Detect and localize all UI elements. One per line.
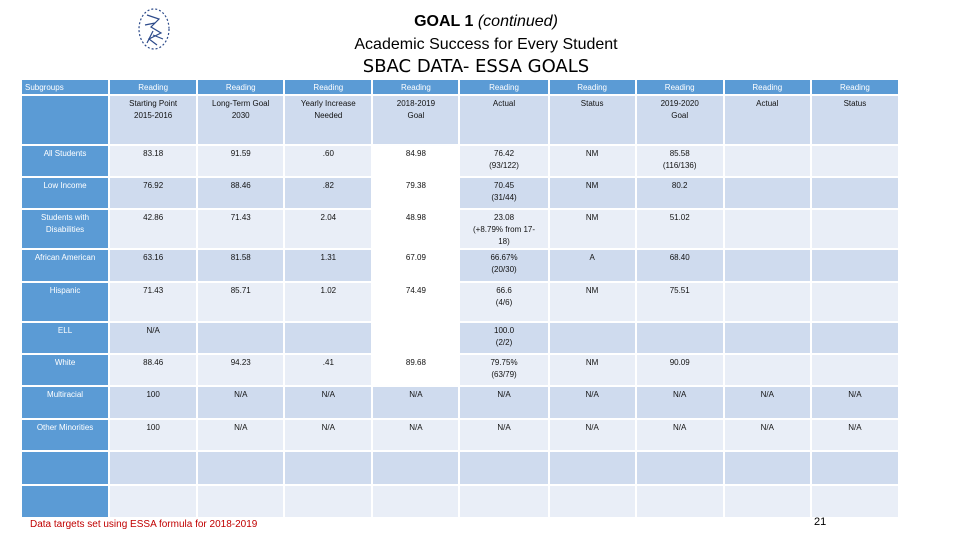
table-cell: .60 — [285, 146, 371, 176]
table-row — [22, 250, 898, 281]
table-cell — [725, 250, 810, 281]
table-row — [22, 355, 898, 385]
column-subheader: Status — [812, 96, 898, 144]
table-cell: 89.68 — [373, 355, 458, 385]
table-cell: 94.23 — [198, 355, 283, 385]
table-row — [22, 420, 898, 450]
table-cell: N/A — [373, 387, 458, 418]
table-cell: N/A — [460, 387, 547, 418]
table-cell: 66.6 (4/6) — [460, 283, 547, 321]
table-cell: 84.98 — [373, 146, 458, 176]
table-cell — [550, 486, 635, 517]
table-cell: 66.67% (20/30) — [460, 250, 547, 281]
table-cell: N/A — [198, 387, 283, 418]
column-subheader: Actual — [725, 96, 810, 144]
table-row — [22, 387, 898, 418]
table-cell: NM — [550, 283, 635, 321]
goal-subtitle: Academic Success for Every Student — [354, 36, 618, 53]
table-cell — [460, 486, 547, 517]
table-cell: N/A — [110, 323, 196, 353]
column-header-reading: Reading — [198, 80, 283, 94]
table-cell: N/A — [285, 420, 371, 450]
table-cell: .82 — [285, 178, 371, 208]
column-header-subgroups: Subgroups — [22, 80, 108, 94]
table-row — [22, 283, 898, 321]
table-cell: 67.09 — [373, 250, 458, 281]
subgroup-label: Low Income — [22, 178, 108, 208]
table-cell: 70.45 (31/44) — [460, 178, 547, 208]
subgroup-label: ELL — [22, 323, 108, 353]
table-cell — [637, 452, 723, 484]
table-cell — [812, 486, 898, 517]
column-subheader: 2019-2020 Goal — [637, 96, 723, 144]
table-cell: 63.16 — [110, 250, 196, 281]
table-cell: 68.40 — [637, 250, 723, 281]
table-cell — [110, 452, 196, 484]
table-cell: N/A — [725, 387, 810, 418]
table-cell: 79.75% (63/79) — [460, 355, 547, 385]
table-cell — [373, 486, 458, 517]
column-header-reading: Reading — [460, 80, 547, 94]
table-cell: 88.46 — [110, 355, 196, 385]
subgroup-label: Hispanic — [22, 283, 108, 321]
column-subheader: Status — [550, 96, 635, 144]
table-cell: 100.0 (2/2) — [460, 323, 547, 353]
table-cell: N/A — [198, 420, 283, 450]
table-cell: 80.2 — [637, 178, 723, 208]
page-number: 21 — [814, 516, 827, 528]
table-cell — [812, 178, 898, 208]
table-row — [22, 210, 898, 248]
subgroup-label — [22, 452, 108, 484]
table-cell: N/A — [550, 387, 635, 418]
table-cell — [725, 210, 810, 248]
table-cell — [812, 146, 898, 176]
table-cell — [812, 283, 898, 321]
table-cell: 51.02 — [637, 210, 723, 248]
table-cell: 1.02 — [285, 283, 371, 321]
table-cell: 76.42 (93/122) — [460, 146, 547, 176]
goal-heading: GOAL 1 (continued) — [414, 13, 558, 30]
table-cell: N/A — [812, 387, 898, 418]
table-cell: 85.71 — [198, 283, 283, 321]
table-cell: N/A — [460, 420, 547, 450]
column-subheader: Starting Point 2015-2016 — [110, 96, 196, 144]
table-cell — [285, 486, 371, 517]
table-cell: 81.58 — [198, 250, 283, 281]
subgroup-label: African American — [22, 250, 108, 281]
table-cell: 91.59 — [198, 146, 283, 176]
column-header-reading: Reading — [285, 80, 371, 94]
table-header-row — [22, 80, 898, 94]
table-cell: NM — [550, 355, 635, 385]
table-cell — [637, 323, 723, 353]
table-cell: NM — [550, 178, 635, 208]
table-cell: N/A — [373, 420, 458, 450]
table-cell: N/A — [550, 420, 635, 450]
table-cell: .41 — [285, 355, 371, 385]
table-cell: A — [550, 250, 635, 281]
table-row — [22, 486, 898, 517]
table-cell — [812, 452, 898, 484]
table-cell — [460, 452, 547, 484]
table-row — [22, 452, 898, 484]
subgroup-label — [22, 486, 108, 517]
table-cell: 90.09 — [637, 355, 723, 385]
table-cell — [812, 323, 898, 353]
table-cell: 85.58 (116/136) — [637, 146, 723, 176]
table-cell — [725, 146, 810, 176]
table-cell — [285, 452, 371, 484]
table-cell — [550, 452, 635, 484]
table-cell — [812, 355, 898, 385]
column-subheader: Actual — [460, 96, 547, 144]
table-cell: 1.31 — [285, 250, 371, 281]
table-cell: 71.43 — [198, 210, 283, 248]
subgroup-label: Students with Disabilities — [22, 210, 108, 248]
table-row — [22, 146, 898, 176]
table-cell — [198, 323, 283, 353]
table-cell: N/A — [637, 420, 723, 450]
table-cell: NM — [550, 146, 635, 176]
table-cell: 100 — [110, 420, 196, 450]
table-cell: NM — [550, 210, 635, 248]
table-cell: 83.18 — [110, 146, 196, 176]
subgroup-label: All Students — [22, 146, 108, 176]
table-cell: 48.98 — [373, 210, 458, 248]
table-cell — [550, 323, 635, 353]
subgroup-label: White — [22, 355, 108, 385]
table-cell — [812, 250, 898, 281]
table-cell — [725, 178, 810, 208]
table-cell: N/A — [812, 420, 898, 450]
table-cell: N/A — [725, 420, 810, 450]
table-cell — [110, 486, 196, 517]
table-cell: 23.08 (+8.79% from 17- 18) — [460, 210, 547, 248]
footnote: Data targets set using ESSA formula for 2018-2019 — [30, 519, 258, 530]
table-cell: N/A — [637, 387, 723, 418]
column-subheader: Yearly Increase Needed — [285, 96, 371, 144]
column-subheader — [22, 96, 108, 144]
subgroup-label: Other Minorities — [22, 420, 108, 450]
sbac-data-table — [20, 78, 900, 519]
page-title: SBAC DATA- ESSA GOALS — [362, 56, 590, 77]
table-cell: N/A — [285, 387, 371, 418]
table-cell — [812, 210, 898, 248]
table-cell — [725, 323, 810, 353]
table-cell — [198, 452, 283, 484]
table-cell: 42.86 — [110, 210, 196, 248]
column-subheader: Long-Term Goal 2030 — [198, 96, 283, 144]
column-header-reading: Reading — [812, 80, 898, 94]
table-cell: 74.49 — [373, 283, 458, 321]
table-cell — [725, 452, 810, 484]
table-cell: 88.46 — [198, 178, 283, 208]
table-cell — [373, 323, 458, 353]
column-subheader: 2018-2019 Goal — [373, 96, 458, 144]
table-cell — [198, 486, 283, 517]
table-cell — [725, 283, 810, 321]
column-header-reading: Reading — [110, 80, 196, 94]
column-header-reading: Reading — [725, 80, 810, 94]
table-cell — [373, 452, 458, 484]
table-cell: 71.43 — [110, 283, 196, 321]
table-cell: 100 — [110, 387, 196, 418]
column-header-reading: Reading — [373, 80, 458, 94]
table-cell: 75.51 — [637, 283, 723, 321]
subgroup-label: Multiracial — [22, 387, 108, 418]
table-subheader-row — [22, 96, 898, 144]
table-cell — [637, 486, 723, 517]
table-cell — [285, 323, 371, 353]
column-header-reading: Reading — [550, 80, 635, 94]
table-cell: 76.92 — [110, 178, 196, 208]
column-header-reading: Reading — [637, 80, 723, 94]
table-row — [22, 323, 898, 353]
table-cell — [725, 486, 810, 517]
table-row — [22, 178, 898, 208]
table-cell: 2.04 — [285, 210, 371, 248]
table-cell: 79.38 — [373, 178, 458, 208]
table-cell — [725, 355, 810, 385]
